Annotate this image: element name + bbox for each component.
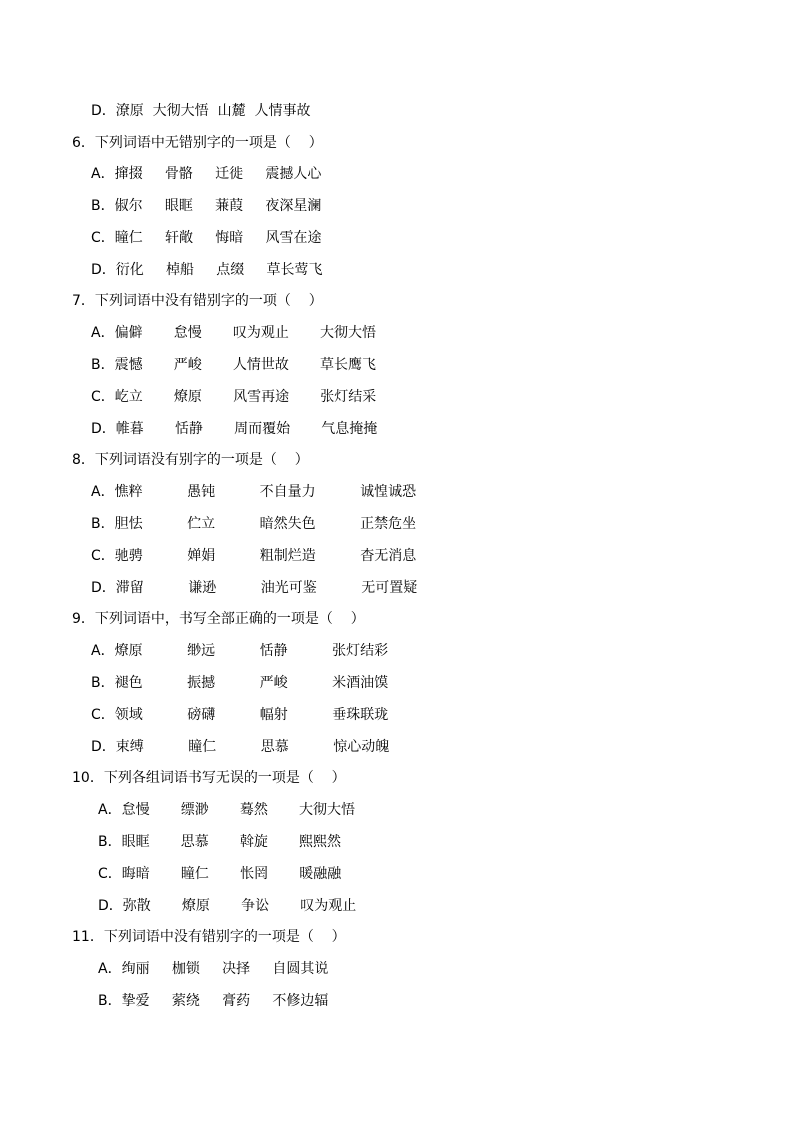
option-line-6a: A．撺掇 骨骼 迁徙 震撼人心 bbox=[91, 166, 322, 182]
option-line-7a: A．偏僻 怠慢 叹为观止 大彻大悟 bbox=[91, 325, 377, 341]
option-line-10a: A．怠慢 缥渺 蓦然 大彻大悟 bbox=[98, 802, 356, 818]
question-6: 6．下列词语中无错别字的一项是（ ） bbox=[72, 135, 323, 151]
option-line-6c: C．瞳仁 轩敞 悔暗 风雪在途 bbox=[91, 230, 322, 246]
option-line-8d: D．滞留 谦逊 油光可鉴 无可置疑 bbox=[91, 580, 418, 596]
option-line-9b: B．褪色 振撼 严峻 米酒油馍 bbox=[91, 675, 389, 691]
option-line-10b: B．眼眶 思慕 斡旋 熙熙然 bbox=[98, 834, 342, 850]
question-7: 7．下列词语中没有错别字的一项（ ） bbox=[72, 293, 323, 309]
option-line-10c: C．晦暗 瞳仁 怅罔 暖融融 bbox=[98, 866, 342, 882]
option-line-9c: C．领域 磅礴 幅射 垂珠联珑 bbox=[91, 707, 389, 723]
option-line-8a: A．憔粹 愚钝 不自量力 诚惶诚恐 bbox=[91, 484, 417, 500]
option-line-8b: B．胆怯 伫立 暗然失色 正禁危坐 bbox=[91, 516, 417, 532]
option-line-7b: B．震憾 严峻 人情世故 草长鹰飞 bbox=[91, 357, 377, 373]
question-8: 8．下列词语没有别字的一项是（ ） bbox=[72, 452, 309, 468]
option-line-9a: A．燎原 缈远 恬静 张灯结彩 bbox=[91, 643, 389, 659]
option-line-9d: D．束缚 瞳仁 思慕 惊心动魄 bbox=[91, 739, 390, 755]
option-line-6d: D．衍化 棹船 点缀 草长莺飞 bbox=[91, 262, 323, 278]
option-line-11b: B．挚爱 萦绕 膏药 不修边辐 bbox=[98, 993, 329, 1009]
option-line-8c: C．驰骋 婵娟 粗制烂造 杳无消息 bbox=[91, 548, 417, 564]
option-line-6b: B．俶尔 眼眶 蒹葭 夜深星澜 bbox=[91, 198, 322, 214]
option-line-11a: A．绚丽 枷锁 决择 自圆其说 bbox=[98, 961, 329, 977]
option-line-5d: D．潦原 大彻大悟 山麓 人情事故 bbox=[91, 103, 311, 119]
question-11: 11．下列词语中没有错别字的一项是（ ） bbox=[72, 929, 346, 945]
option-line-7d: D．帷暮 恬静 周而覆始 气息掩掩 bbox=[91, 421, 378, 437]
option-line-10d: D．弥散 燎原 争讼 叹为观止 bbox=[98, 898, 357, 914]
question-9: 9．下列词语中，书写全部正确的一项是（ ） bbox=[72, 611, 365, 627]
question-10: 10．下列各组词语书写无误的一项是（ ） bbox=[72, 770, 346, 786]
option-line-7c: C．屹立 燎原 风雪再途 张灯结采 bbox=[91, 389, 377, 405]
